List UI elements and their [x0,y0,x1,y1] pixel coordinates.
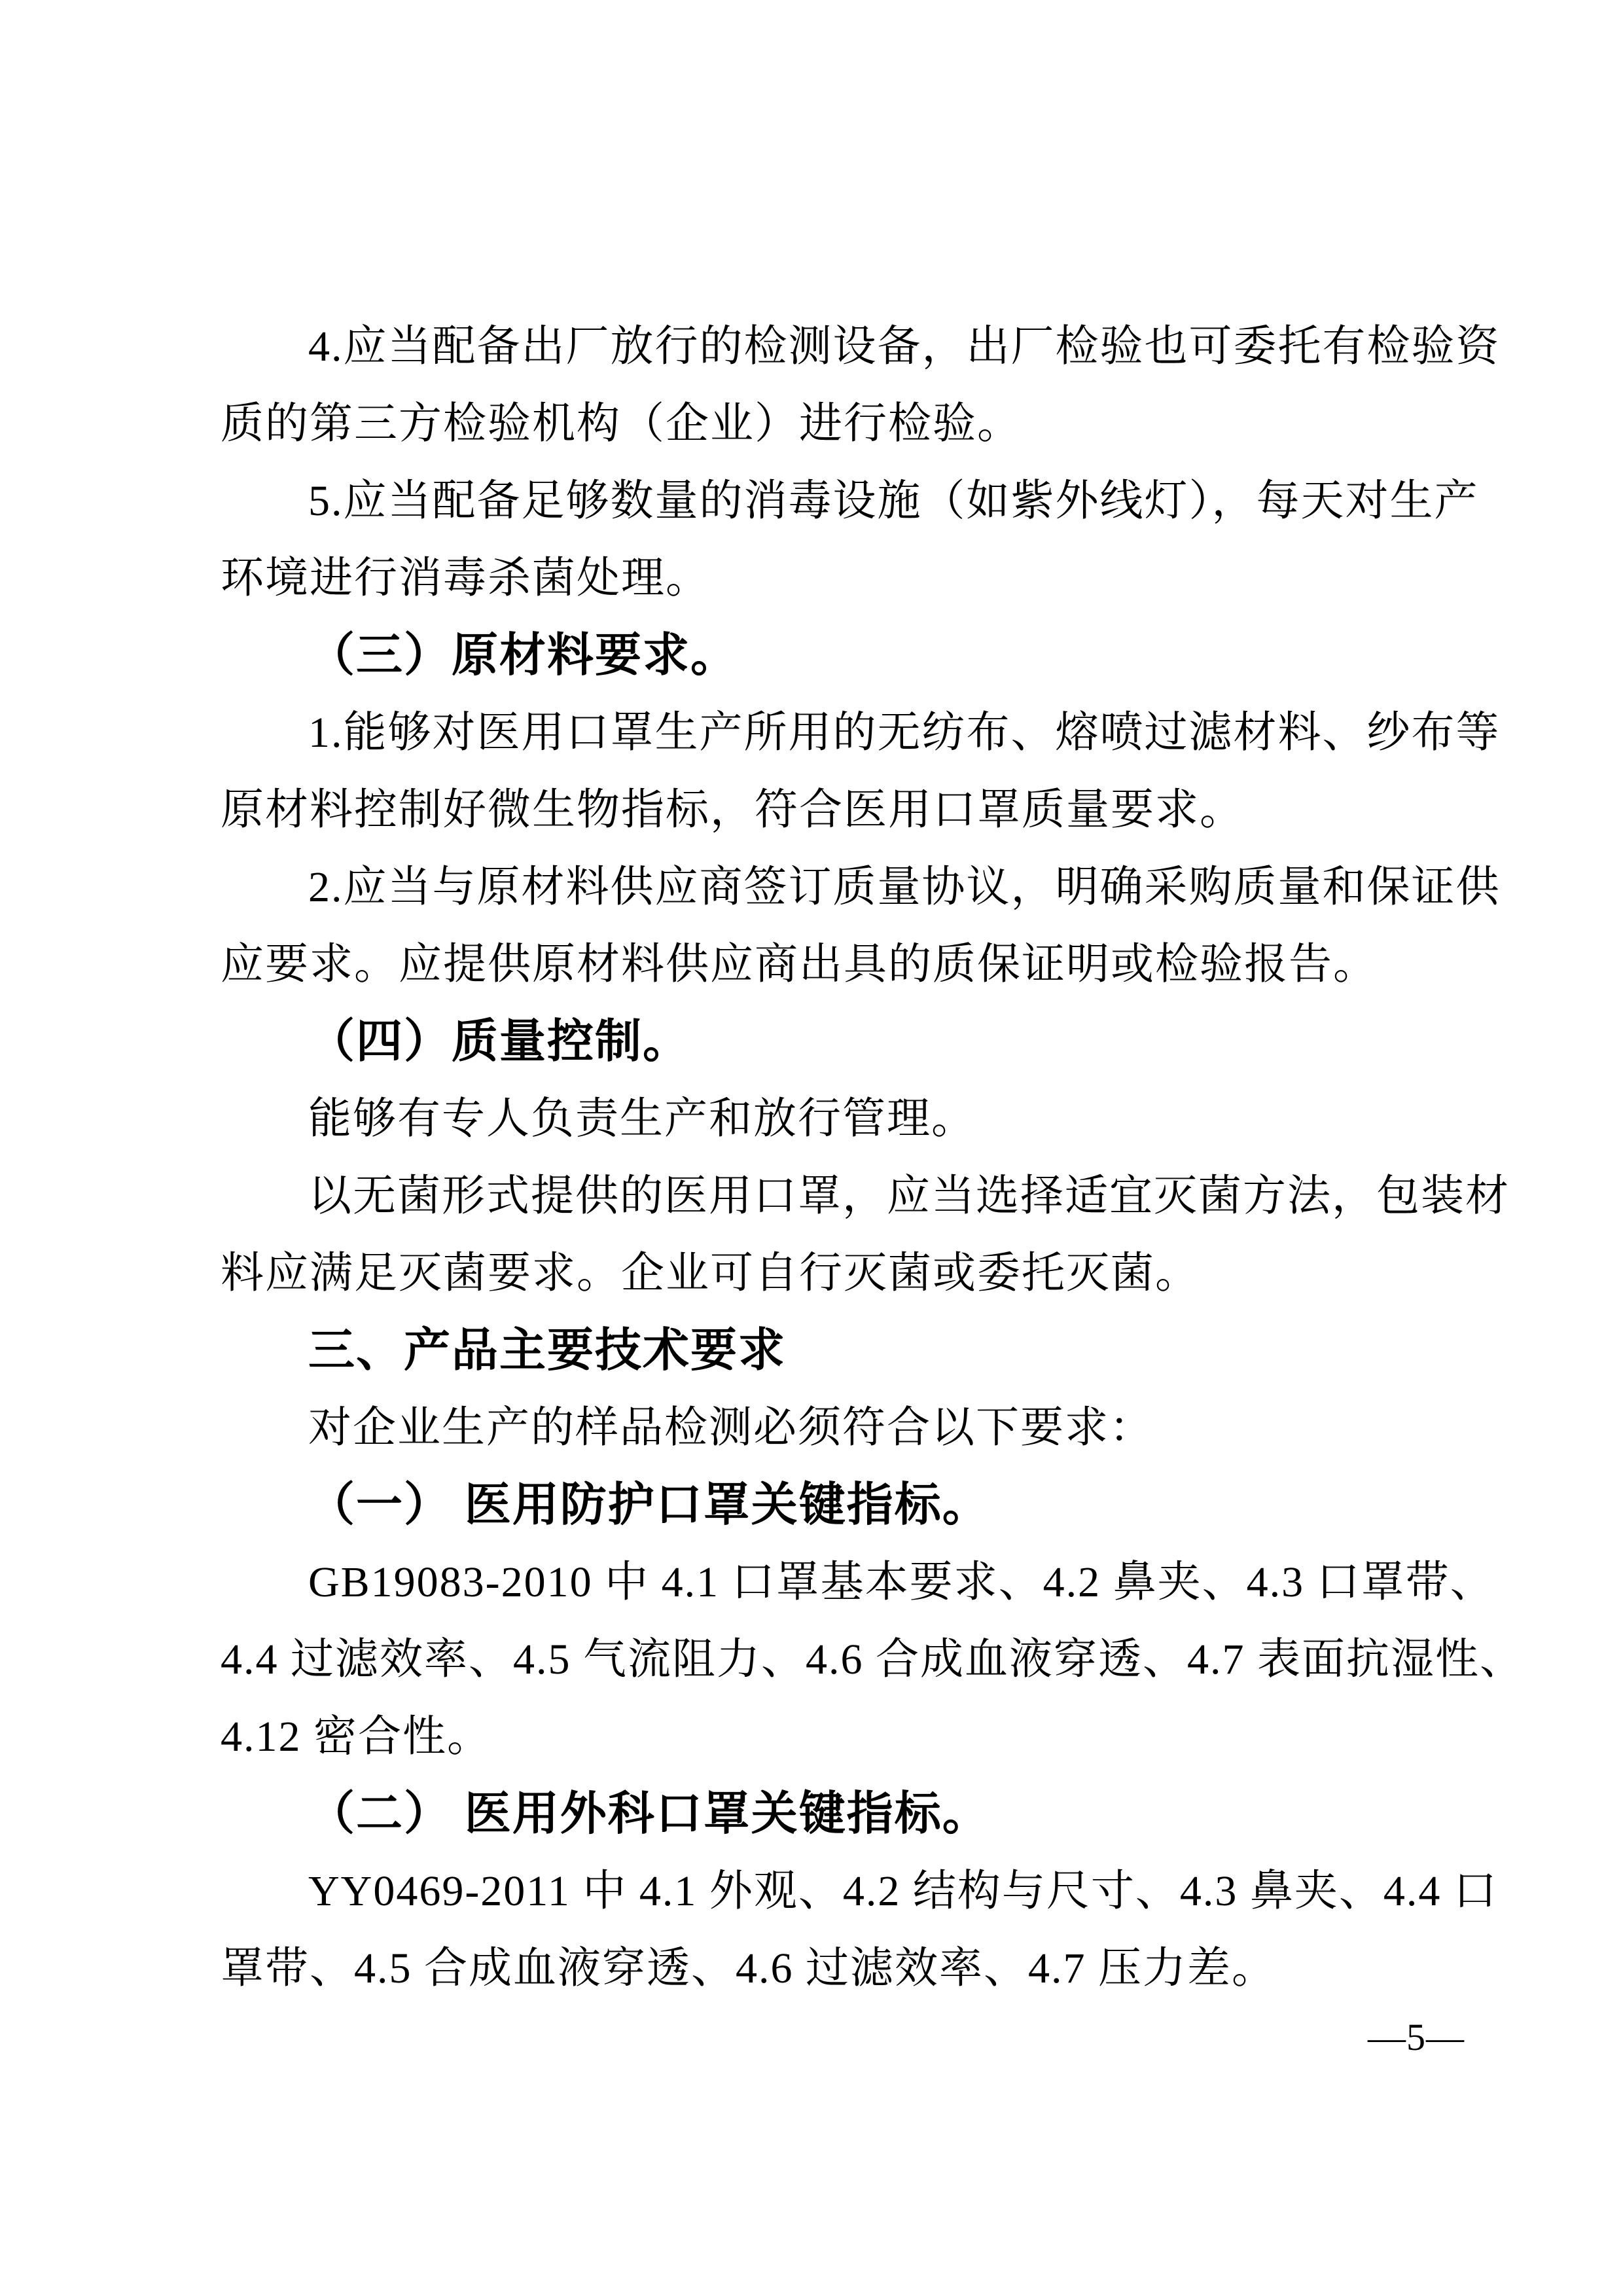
text-line: 2.应当与原材料供应商签订质量协议，明确采购质量和保证供 [308,863,1501,911]
text-line: 5.应当配备足够数量的消毒设施（如紫外线灯），每天对生产 [308,477,1479,525]
text-line: 4.12 密合性。 [221,1713,491,1761]
page-number: —5— [1368,2016,1465,2058]
text-line: 原材料控制好微生物指标，符合医用口罩质量要求。 [221,786,1244,834]
text-line: 环境进行消毒杀菌处理。 [221,554,710,602]
heading-line: （四）质量控制。 [308,1016,691,1067]
text-line: 4.4 过滤效率、4.5 气流阻力、4.6 合成血液穿透、4.7 表面抗湿性、 [221,1636,1524,1683]
text-line: 以无菌形式提供的医用口罩，应当选择适宜灭菌方法，包装材 [308,1172,1510,1220]
text-line: 料应满足灭菌要求。企业可自行灭菌或委托灭菌。 [221,1249,1200,1297]
document-body [221,308,1524,2007]
text-line: 质的第三方检验机构（企业）进行检验。 [221,400,1022,448]
text-line: GB19083-2010 中 4.1 口罩基本要求、4.2 鼻夹、4.3 口罩带、 [308,1558,1495,1606]
heading-line: （一） 医用防护口罩关键指标。 [308,1480,990,1531]
text-line: 对企业生产的样品检测必须符合以下要求： [308,1404,1154,1452]
text-line: 1.能够对医用口罩生产所用的无纺布、熔喷过滤材料、纱布等 [308,709,1501,757]
text-line: 罩带、4.5 合成血液穿透、4.6 过滤效率、4.7 压力差。 [221,1945,1276,1992]
text-line: 应要求。应提供原材料供应商出具的质保证明或检验报告。 [221,941,1378,988]
text-line: 4.应当配备出厂放行的检测设备，出厂检验也可委托有检验资 [308,323,1501,370]
heading-line: 三、产品主要技术要求 [308,1325,787,1376]
text-line: YY0469-2011 中 4.1 外观、4.2 结构与尺寸、4.3 鼻夹、4.4 口 [308,1867,1498,1915]
text-line: 能够有专人负责生产和放行管理。 [308,1095,976,1143]
heading-line: （二） 医用外科口罩关键指标。 [308,1789,990,1840]
heading-line: （三）原材料要求。 [308,630,739,681]
